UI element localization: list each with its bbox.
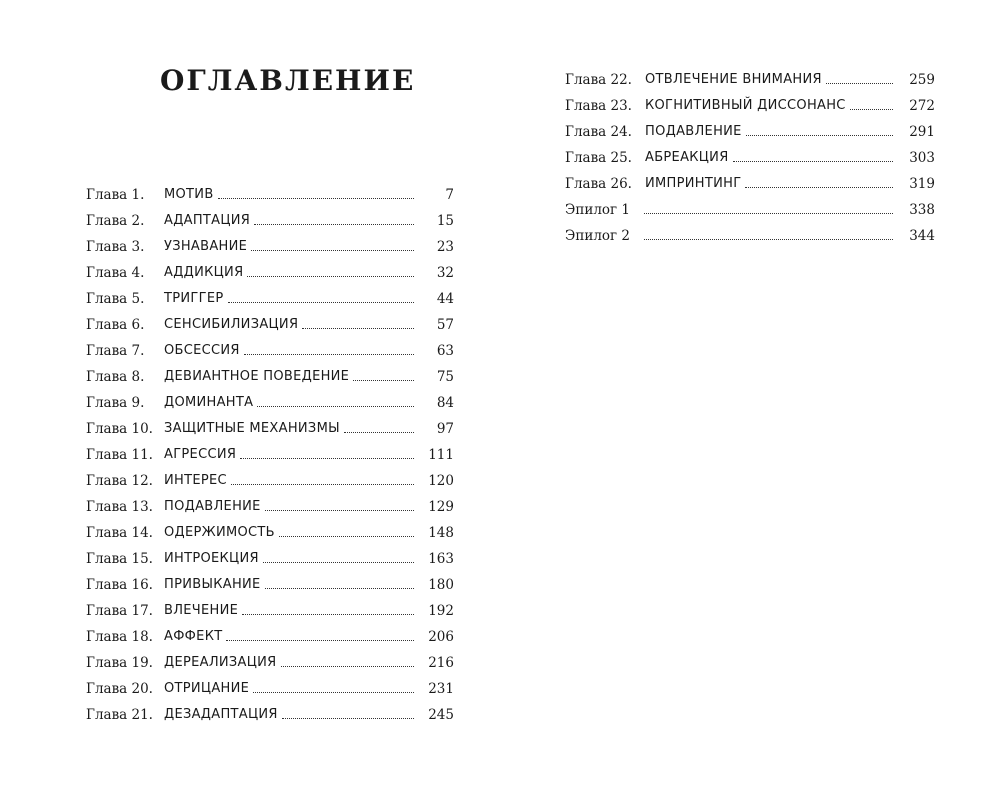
chapter-label: Глава 22. <box>565 72 632 88</box>
chapter-title: ПОДАВЛЕНИЕ <box>645 124 742 139</box>
page-number: 15 <box>436 213 454 229</box>
toc-entry <box>565 172 935 198</box>
page-number: 319 <box>909 176 935 192</box>
toc-entry <box>86 703 454 729</box>
toc-left-column <box>86 183 454 729</box>
chapter-label: Глава 16. <box>86 577 153 593</box>
page-number: 84 <box>436 395 454 411</box>
toc-entry <box>565 224 935 250</box>
chapter-title: АБРЕАКЦИЯ <box>645 150 729 165</box>
page-number: 97 <box>436 421 454 437</box>
chapter-label: Глава 13. <box>86 499 153 515</box>
page-number: 272 <box>909 98 935 114</box>
toc-entry <box>86 313 454 339</box>
toc-right-column <box>565 68 935 250</box>
dot-leader <box>644 213 893 214</box>
page-number: 303 <box>909 150 935 166</box>
toc-entry <box>565 120 935 146</box>
chapter-label: Глава 26. <box>565 176 632 192</box>
chapter-label: Глава 11. <box>86 447 153 463</box>
dot-leader <box>850 109 893 110</box>
chapter-label: Эпилог 1 <box>565 202 630 218</box>
toc-entry <box>86 677 454 703</box>
chapter-label: Глава 17. <box>86 603 153 619</box>
dot-leader <box>733 161 893 162</box>
chapter-label: Глава 14. <box>86 525 153 541</box>
page-number: 180 <box>428 577 454 593</box>
chapter-title: СЕНСИБИЛИЗАЦИЯ <box>164 317 299 332</box>
page-number: 63 <box>436 343 454 359</box>
page-number: 192 <box>428 603 454 619</box>
dot-leader <box>281 666 414 667</box>
chapter-title: ИМПРИНТИНГ <box>645 176 742 191</box>
dot-leader <box>244 354 414 355</box>
chapter-title: МОТИВ <box>164 187 214 202</box>
toc-entry <box>565 198 935 224</box>
toc-entry <box>86 651 454 677</box>
chapter-label: Глава 3. <box>86 239 145 255</box>
page-number: 231 <box>428 681 454 697</box>
page-number: 57 <box>436 317 454 333</box>
chapter-title: ДЕЗАДАПТАЦИЯ <box>164 707 278 722</box>
chapter-title: ДЕВИАНТНОЕ ПОВЕДЕНИЕ <box>164 369 350 384</box>
page-number: 216 <box>428 655 454 671</box>
dot-leader <box>257 406 414 407</box>
page-number: 163 <box>428 551 454 567</box>
dot-leader <box>231 484 414 485</box>
chapter-title: АДДИКЦИЯ <box>164 265 244 280</box>
dot-leader <box>247 276 414 277</box>
page-number: 148 <box>428 525 454 541</box>
chapter-title: АДАПТАЦИЯ <box>164 213 251 228</box>
dot-leader <box>279 536 414 537</box>
page-title: ОГЛАВЛЕНИЕ <box>160 64 416 97</box>
toc-entry <box>86 521 454 547</box>
chapter-label: Глава 12. <box>86 473 153 489</box>
chapter-label: Глава 10. <box>86 421 153 437</box>
toc-entry <box>86 287 454 313</box>
chapter-title: ОБСЕССИЯ <box>164 343 240 358</box>
toc-entry <box>86 183 454 209</box>
chapter-title: УЗНАВАНИЕ <box>164 239 248 254</box>
toc-entry <box>86 391 454 417</box>
chapter-label: Глава 18. <box>86 629 153 645</box>
dot-leader <box>265 510 414 511</box>
chapter-title: ПОДАВЛЕНИЕ <box>164 499 261 514</box>
page-number: 111 <box>428 447 454 463</box>
page-number: 7 <box>445 187 454 203</box>
chapter-title: ПРИВЫКАНИЕ <box>164 577 261 592</box>
toc-entry <box>86 495 454 521</box>
page-number: 120 <box>428 473 454 489</box>
chapter-label: Глава 7. <box>86 343 145 359</box>
chapter-label: Глава 5. <box>86 291 145 307</box>
chapter-title: АФФЕКТ <box>164 629 223 644</box>
dot-leader <box>644 239 893 240</box>
page-number: 75 <box>436 369 454 385</box>
dot-leader <box>242 614 414 615</box>
dot-leader <box>263 562 414 563</box>
chapter-title: ОТВЛЕЧЕНИЕ ВНИМАНИЯ <box>645 72 822 87</box>
chapter-label: Глава 20. <box>86 681 153 697</box>
chapter-title: ТРИГГЕР <box>164 291 224 306</box>
chapter-label: Глава 2. <box>86 213 145 229</box>
page-number: 32 <box>436 265 454 281</box>
page-number: 338 <box>909 202 935 218</box>
chapter-label: Эпилог 2 <box>565 228 630 244</box>
toc-entry <box>565 94 935 120</box>
page-number: 23 <box>436 239 454 255</box>
dot-leader <box>353 380 414 381</box>
chapter-title: КОГНИТИВНЫЙ ДИССОНАНС <box>645 98 846 113</box>
chapter-label: Глава 4. <box>86 265 145 281</box>
chapter-label: Глава 24. <box>565 124 632 140</box>
chapter-label: Глава 25. <box>565 150 632 166</box>
chapter-title: ВЛЕЧЕНИЕ <box>164 603 239 618</box>
dot-leader <box>282 718 414 719</box>
toc-entry <box>86 417 454 443</box>
dot-leader <box>251 250 414 251</box>
chapter-label: Глава 23. <box>565 98 632 114</box>
chapter-label: Глава 1. <box>86 187 145 203</box>
toc-entry <box>86 443 454 469</box>
dot-leader <box>218 198 414 199</box>
page-number: 291 <box>909 124 935 140</box>
toc-entry <box>565 146 935 172</box>
dot-leader <box>254 224 414 225</box>
dot-leader <box>745 187 893 188</box>
dot-leader <box>746 135 893 136</box>
toc-entry <box>86 573 454 599</box>
chapter-title: ЗАЩИТНЫЕ МЕХАНИЗМЫ <box>164 421 340 436</box>
toc-entry <box>86 339 454 365</box>
chapter-title: ДЕРЕАЛИЗАЦИЯ <box>164 655 277 670</box>
page-number: 344 <box>909 228 935 244</box>
dot-leader <box>302 328 414 329</box>
page-number: 129 <box>428 499 454 515</box>
dot-leader <box>826 83 893 84</box>
dot-leader <box>265 588 414 589</box>
chapter-label: Глава 8. <box>86 369 145 385</box>
chapter-label: Глава 9. <box>86 395 145 411</box>
chapter-title: ДОМИНАНТА <box>164 395 254 410</box>
chapter-title: ОТРИЦАНИЕ <box>164 681 250 696</box>
chapter-title: ОДЕРЖИМОСТЬ <box>164 525 275 540</box>
toc-entry <box>86 235 454 261</box>
toc-entry <box>86 547 454 573</box>
chapter-title: ИНТРОЕКЦИЯ <box>164 551 259 566</box>
chapter-label: Глава 15. <box>86 551 153 567</box>
dot-leader <box>344 432 414 433</box>
toc-entry <box>86 209 454 235</box>
page-number: 245 <box>428 707 454 723</box>
toc-entry <box>86 599 454 625</box>
page-number: 206 <box>428 629 454 645</box>
dot-leader <box>253 692 414 693</box>
page-number: 44 <box>436 291 454 307</box>
chapter-label: Глава 6. <box>86 317 145 333</box>
chapter-label: Глава 21. <box>86 707 153 723</box>
toc-entry <box>86 365 454 391</box>
page-number: 259 <box>909 72 935 88</box>
toc-entry <box>86 261 454 287</box>
toc-entry <box>565 68 935 94</box>
dot-leader <box>240 458 414 459</box>
chapter-title: ИНТЕРЕС <box>164 473 227 488</box>
chapter-title: АГРЕССИЯ <box>164 447 237 462</box>
toc-entry <box>86 625 454 651</box>
dot-leader <box>228 302 414 303</box>
chapter-label: Глава 19. <box>86 655 153 671</box>
dot-leader <box>226 640 414 641</box>
toc-entry <box>86 469 454 495</box>
